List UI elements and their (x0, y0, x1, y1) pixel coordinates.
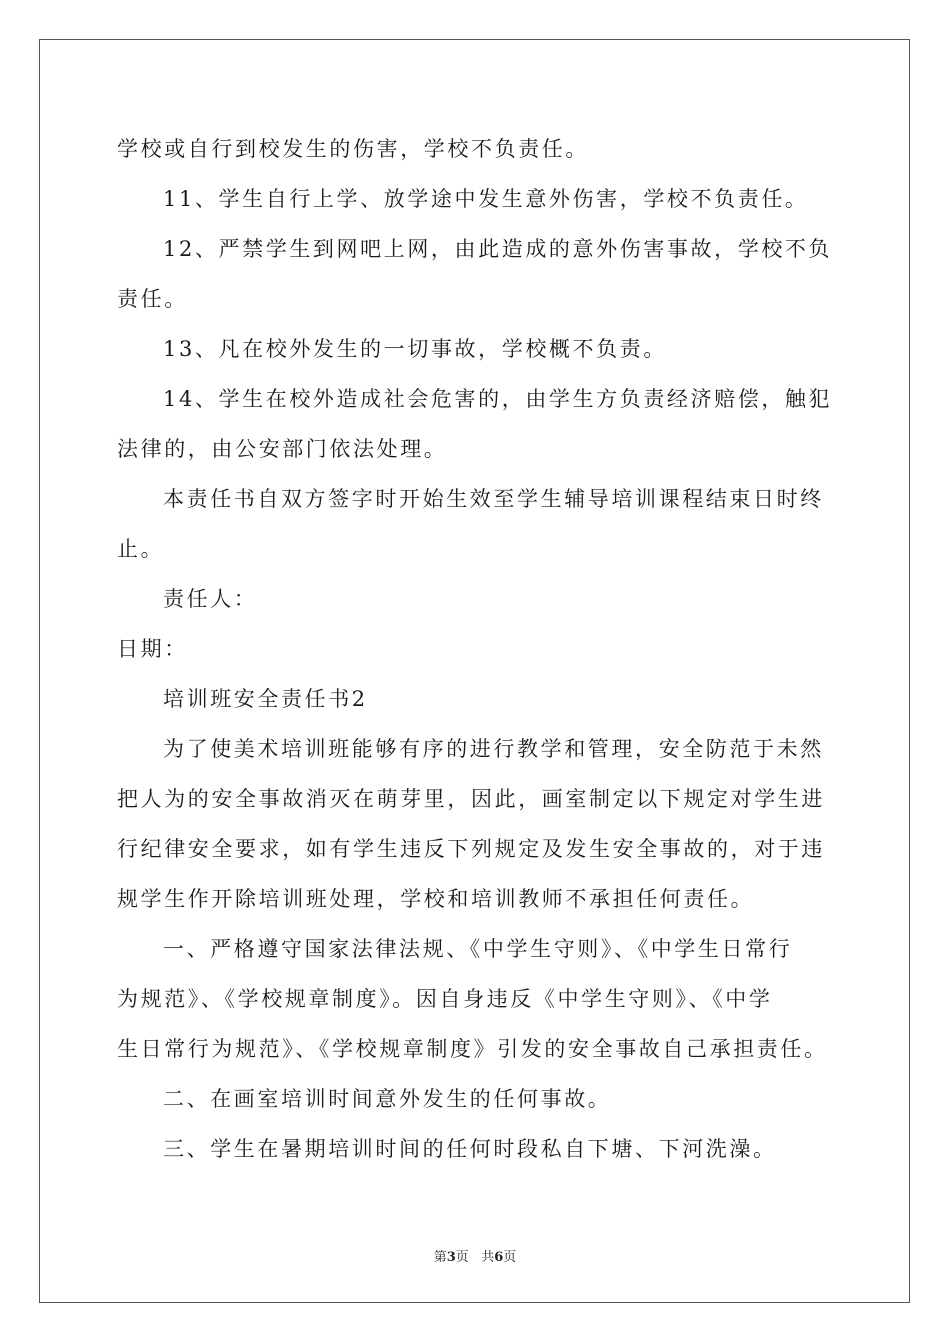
document-body (117, 124, 837, 1174)
text-line: 行纪律安全要求，如有学生违反下列规定及发生安全事故的，对于违 (117, 837, 825, 861)
page-current: 3 (446, 1250, 456, 1265)
text-line: 为了使美术培训班能够有序的进行教学和管理，安全防范于未然 (163, 737, 824, 761)
text-line: 止。 (117, 537, 165, 561)
text-line: 为规范》、《学校规章制度》。因自身违反《中学生守则》、《中学 (117, 987, 773, 1011)
text-line: 一、严格遵守国家法律法规、《中学生守则》、《中学生日常行 (163, 937, 793, 961)
text-line: 14、学生在校外造成社会危害的，由学生方负责经济赔偿，触犯 (163, 387, 833, 411)
page-footer (0, 1246, 950, 1265)
text-line: 责任。 (117, 287, 188, 311)
text-line: 三、学生在暑期培训时间的任何时段私自下塘、下河洗澡。 (163, 1137, 777, 1161)
date-label: 日期： (117, 637, 188, 661)
section-title: 培训班安全责任书2 (163, 687, 368, 711)
responsible-person-label: 责任人： (163, 587, 258, 611)
text-line: 把人为的安全事故消灭在萌芽里，因此，画室制定以下规定对学生进 (117, 787, 825, 811)
total-prefix: 共 (481, 1250, 495, 1265)
total-suffix: 页 (503, 1250, 517, 1265)
text-line: 二、在画室培训时间意外发生的任何事故。 (163, 1087, 612, 1111)
text-line: 法律的，由公安部门依法处理。 (117, 437, 448, 461)
text-line: 本责任书自双方签字时开始生效至学生辅导培训课程结束日时终 (163, 487, 824, 511)
page-suffix: 页 (455, 1250, 469, 1265)
page-total: 6 (494, 1250, 504, 1265)
text-line: 11、学生自行上学、放学途中发生意外伤害，学校不负责任。 (163, 187, 809, 211)
page-prefix: 第 (433, 1250, 447, 1265)
text-line: 学校或自行到校发生的伤害，学校不负责任。 (117, 137, 589, 161)
text-line: 规学生作开除培训班处理，学校和培训教师不承担任何责任。 (117, 887, 755, 911)
text-line: 13、凡在校外发生的一切事故，学校概不负责。 (163, 337, 667, 361)
text-line: 12、严禁学生到网吧上网，由此造成的意外伤害事故，学校不负 (163, 237, 833, 261)
text-line: 生日常行为规范》、《学校规章制度》引发的安全事故自己承担责任。 (117, 1037, 828, 1061)
